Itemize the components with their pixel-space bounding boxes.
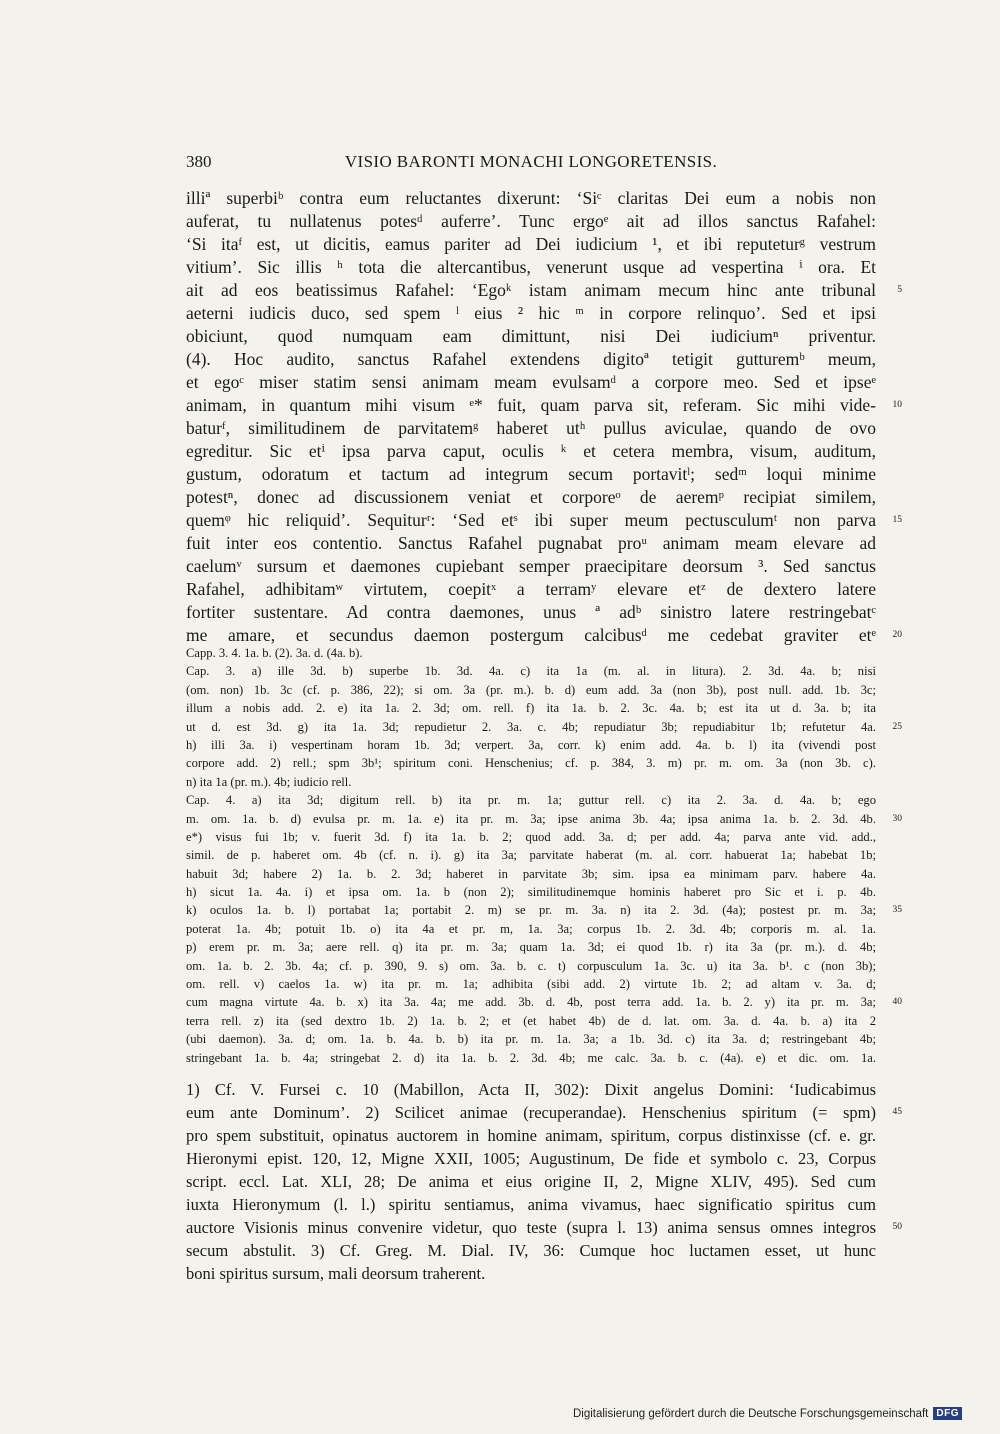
- text-line: [186, 371, 876, 394]
- text-line-text: egreditur. Sic etⁱ ipsa parva caput, oculis ᵏ et cetera membra, visum, auditum,: [186, 441, 876, 461]
- line-number: 35: [892, 905, 902, 916]
- text-line: [186, 532, 876, 555]
- footnote-line: [186, 1170, 876, 1193]
- apparatus-line: [186, 865, 876, 883]
- footnote-line: [186, 1239, 876, 1262]
- text-line: [186, 463, 876, 486]
- text-line-text: me amare, et secundus daemon postergum calcibusᵈ me cedebat graviter etᵉ: [186, 625, 876, 645]
- text-line: [186, 417, 876, 440]
- footnote-line: [186, 1147, 876, 1170]
- text-line-text: vitium’. Sic illis ʰ tota die altercantibus, venerunt usque ad vespertina ⁱ ora. Et: [186, 257, 876, 277]
- footnote-line-text: boni spiritus sursum, mali deorsum traherent.: [186, 1264, 486, 1283]
- apparatus-line-text: om. 1a. b. 2. 3b. 4a; cf. p. 390, 9. s) om. 3a. b. c. t) corpusculum 1a. 3c. u) ita 3a. b¹. c (non 3b);: [186, 958, 876, 973]
- line-number: 45: [892, 1107, 902, 1117]
- apparatus-line-text: p) erem pr. m. 3a; aere rell. q) ita pr. m. 3a; quam 1a. 3d; ei quod 1b. r) ita 3a (pr. m.). d. 4b;: [186, 940, 876, 955]
- text-line: [186, 279, 902, 302]
- footnote-line-text: 1) Cf. V. Fursei c. 10 (Mabillon, Acta II, 302): Dixit angelus Domini: ‘Iudicabimus: [186, 1080, 876, 1099]
- text-line-text: baturᶠ, similitudinem de parvitatemᵍ haberet utʰ pullus aviculae, quando de ovo: [186, 418, 876, 438]
- line-number: 30: [892, 813, 902, 824]
- text-line: [186, 578, 876, 601]
- text-line: [186, 394, 902, 417]
- page-header: [186, 152, 876, 176]
- apparatus-line-text: cum magna virtute 4a. b. x) ita 3a. 4a; me add. 3b. d. 4b, post terra add. 1a. b. 2. y) ita pr. m. 3a;: [186, 995, 876, 1010]
- text-line: [186, 601, 876, 624]
- text-line-text: ait ad eos beatissimus Rafahel: ‘Egoᵏ istam animam mecum hinc ante tribunal: [186, 280, 876, 300]
- running-title: VISIO BARONTI MONACHI LONGORETENSIS.: [344, 152, 718, 171]
- apparatus-line: [186, 1012, 876, 1030]
- apparatus-line-text: simil. de p. haberet om. 4b (cf. n. i). g) ita 3a; parvitate haberat (m. al. corr. habuerat 1a; habebat 1b;: [186, 848, 876, 863]
- text-line: [186, 440, 876, 463]
- text-line: [186, 256, 876, 279]
- apparatus-line: [186, 846, 876, 864]
- apparatus-line: [186, 883, 876, 901]
- text-line-text: Rafahel, adhibitamʷ virtutem, coepitˣ a terramʸ elevare etᶻ de dextero latere: [186, 579, 876, 599]
- apparatus-line-text: Capp. 3. 4. 1a. b. (2). 3a. d. (4a. b).: [186, 646, 363, 660]
- critical-apparatus: [186, 644, 902, 1067]
- footnote-line-text: pro spem substituit, opinatus auctorem in homine animam, spiritum, corpus distinxisse (cf. e. gr.: [186, 1126, 876, 1145]
- line-number: 15: [892, 515, 902, 525]
- footnote-line-text: Hieronymi epist. 120, 12, Migne XXII, 1005; Augustinum, De fide et symbolo c. 23, Corpus: [186, 1149, 876, 1168]
- credit-text: Digitalisierung gefördert durch die Deutsche Forschungsgemeinschaft: [572, 1407, 929, 1420]
- text-line-text: auferat, tu nullatenus potesᵈ auferre’. Tunc ergoᵉ ait ad illos sanctus Rafahel:: [186, 211, 876, 231]
- apparatus-line: [186, 920, 876, 938]
- apparatus-line: [186, 901, 902, 919]
- text-line-text: et egoᶜ miser statim sensi animam meam evulsamᵈ a corpore meo. Sed et ipseᵉ: [186, 372, 876, 392]
- text-line-text: potestⁿ, donec ad discussionem veniat et corporeᵒ de aeremᵖ recipiat similem,: [186, 487, 876, 507]
- apparatus-line-text: illum a nobis add. 2. e) ita 1a. 2. 3d; om. rell. f) ita 1a. b. 2. 3c. 4a. b; est ita ut d. 3a. b; ita: [186, 701, 876, 716]
- apparatus-line: [186, 644, 876, 662]
- footnote-line: [186, 1078, 876, 1101]
- footnotes: [186, 1078, 902, 1285]
- line-number: 5: [897, 285, 902, 295]
- text-line: [186, 509, 902, 532]
- main-text: [186, 187, 902, 647]
- apparatus-line: [186, 828, 876, 846]
- text-line-text: aeterni iudicis duco, sed spem ˡ eius ² hic ᵐ in corpore relinquo’. Sed et ipsi: [186, 303, 876, 323]
- footnote-line: [186, 1216, 902, 1239]
- apparatus-line: [186, 975, 876, 993]
- text-line: [186, 233, 876, 256]
- text-line-text: illiª superbiᵇ contra eum reluctantes dixerunt: ‘Siᶜ claritas Dei eum a nobis non: [186, 188, 876, 208]
- text-line-text: caelumᵛ sursum et daemones cupiebant semper praecipitare deorsum ³. Sed sanctus: [186, 556, 876, 576]
- footnote-line: [186, 1193, 876, 1216]
- apparatus-line-text: habuit 3d; habere 2) 1a. b. 2. 3d; haberet in parvitate 3b; sim. ipsa ea minimam parv. habere 4a.: [186, 866, 876, 881]
- text-line: [186, 486, 876, 509]
- apparatus-line-text: e*) visus fui 1b; v. fuerit 3d. f) ita 1a. b. 2; quod add. 3a. d; per add. 4a; parva ante vid. add.,: [186, 829, 876, 844]
- text-line-text: fortiter sustentare. Ad contra daemones, unus ª adᵇ sinistro latere restringebatᶜ: [186, 602, 876, 622]
- apparatus-line-text: Cap. 3. a) ille 3d. b) superbe 1b. 3d. 4a. c) ita 1a (m. al. in litura). 2. 3d. 4a. b; nisi: [186, 664, 876, 679]
- text-line: [186, 555, 876, 578]
- apparatus-line: [186, 938, 876, 956]
- text-line-text: gustum, odoratum et tactum ad integrum secum portavitˡ; sedᵐ loqui minime: [186, 464, 876, 484]
- text-line-text: (4). Hoc audito, sanctus Rafahel extendens digitoª tetigit gutturemᵇ meum,: [186, 349, 876, 369]
- digitization-credit: [573, 1407, 962, 1420]
- apparatus-line: [186, 773, 876, 791]
- text-line: [186, 210, 876, 233]
- text-line-text: ‘Si itaᶠ est, ut dicitis, eamus pariter ad Dei iudicium ¹, et ibi reputeturᵍ vestrum: [186, 234, 876, 254]
- apparatus-line: [186, 791, 876, 809]
- text-line-text: quemᵠ hic reliquid’. Sequiturʳ: ‘Sed etˢ ibi super meum pectusculumᵗ non parva: [186, 510, 876, 530]
- apparatus-line-text: ut d. est 3d. g) ita 1a. 3d; repudietur 2. 3a. c. 4b; repudiatur 3b; repudiabitur 1b; refutetur 4a.: [186, 719, 876, 734]
- apparatus-line-text: poterat 1a. 4b; potuit 1b. o) ita 4a et pr. m, 1a. 3a; corpus 1b. 2. 3d. 4b; corporis m. al. 1a.: [186, 921, 876, 936]
- apparatus-line-text: corpore add. 2) rell.; spm 3b¹; spiritum coni. Henschenius; cf. p. 384, 3. m) pr. m. om. 3a (non 3b. c).: [186, 756, 876, 771]
- apparatus-line-text: k) oculos 1a. b. l) portabat 1a; portabit 2. m) se pr. m. 3a. n) ita 2. 3d. (4a); postest pr. m. 3a;: [186, 903, 876, 918]
- apparatus-line-text: stringebant 1a. b. 4a; stringebat 2. d) ita 1a. b. 2. 3d. 4b; me calc. 3a. b. c. (4a). e) et dic. om. 1a.: [186, 1050, 876, 1065]
- text-line-text: animam, in quantum mihi visum ᵉ* fuit, quam parva sit, referam. Sic mihi vide-: [186, 395, 876, 415]
- footnote-line-text: iuxta Hieronymum (l. l.) spiritu sentiamus, anima vivamus, haec significatio spiritus cum: [186, 1195, 876, 1214]
- line-number: 40: [892, 997, 902, 1008]
- apparatus-line: [186, 1030, 876, 1048]
- apparatus-line-text: (om. non) 1b. 3c (cf. p. 386, 22); si om. 3a (pr. m.). b. d) eum add. 3a (non 3b), post null. add. 1b. 3c;: [186, 682, 876, 697]
- text-line: [186, 348, 876, 371]
- text-line-text: fuit inter eos contentio. Sanctus Rafahel pugnabat proᵘ animam meam elevare ad: [186, 533, 876, 553]
- text-line: [186, 187, 876, 210]
- line-number: 20: [892, 630, 902, 640]
- dfg-logo: DFG: [933, 1407, 962, 1420]
- apparatus-line: [186, 810, 902, 828]
- text-line-text: obiciunt, quod numquam eam dimittunt, nisi Dei iudiciumⁿ priventur.: [186, 326, 876, 346]
- apparatus-line: [186, 681, 876, 699]
- footnote-line-text: eum ante Dominum’. 2) Scilicet animae (recuperandae). Henschenius spiritum (= spm): [186, 1103, 876, 1122]
- footnote-line: [186, 1124, 876, 1147]
- apparatus-line-text: om. rell. v) caelos 1a. w) ita pr. m. 1a; adhibita (sibi add. 2) virtute 1b. 2; ad altam v. 3a. d;: [186, 977, 876, 992]
- apparatus-line: [186, 957, 876, 975]
- line-number: 25: [892, 721, 902, 732]
- footnote-line-text: secum abstulit. 3) Cf. Greg. M. Dial. IV, 36: Cumque hoc luctamen esset, ut hunc: [186, 1241, 876, 1260]
- page-number: 380: [186, 152, 212, 171]
- apparatus-line-text: Cap. 4. a) ita 3d; digitum rell. b) ita pr. m. 1a; guttur rell. c) ita 2. 3a. d. 4a. b; ego: [186, 793, 876, 808]
- footnote-line: [186, 1262, 876, 1285]
- footnote-line: [186, 1101, 902, 1124]
- text-line: [186, 302, 876, 325]
- footnote-line-text: script. eccl. Lat. XLI, 28; De anima et eius origine II, 2, Migne XLIV, 495). Sed cum: [186, 1172, 876, 1191]
- apparatus-line: [186, 754, 876, 772]
- apparatus-line-text: h) sicut 1a. 4a. i) et ipsa om. 1a. b (non 2); similitudinemque hominis haberet pro Sic et i. p. 4b.: [186, 885, 876, 900]
- apparatus-line-text: h) illi 3a. i) vespertinam horam 1b. 3d; verpert. 3a, corr. k) enim add. 4a. b. l) ita (vivendi post: [186, 737, 876, 752]
- apparatus-line-text: m. om. 1a. b. d) evulsa pr. m. 1a. e) ita pr. m. 3a; ipse anima 3b. 4a; ipsa anima 1a. b. 2. 3d. 4b.: [186, 811, 876, 826]
- line-number: 50: [892, 1222, 902, 1232]
- apparatus-line: [186, 1049, 876, 1067]
- footnote-line-text: auctore Visionis minus convenire videtur, quo teste (supra l. 13) anima sensus omnes integros: [186, 1218, 876, 1237]
- apparatus-line: [186, 699, 876, 717]
- apparatus-line: [186, 736, 876, 754]
- apparatus-line: [186, 993, 902, 1011]
- apparatus-line-text: (ubi daemon). 3a. d; om. 1a. b. 4a. b. b) ita pr. m. 1a. 3a; a 1b. 3d. c) ita 3a. d; restringebant 4b;: [186, 1032, 876, 1047]
- apparatus-line-text: n) ita 1a (pr. m.). 4b; iudicio rell.: [186, 774, 352, 789]
- apparatus-line: [186, 662, 876, 680]
- apparatus-line: [186, 718, 902, 736]
- apparatus-line-text: terra rell. z) ita (sed dextro 1b. 2) 1a. b. 2; et (et habet 4b) de d. lat. om. 3a. d. 4a. b. a) ita 2: [186, 1013, 876, 1028]
- text-line: [186, 325, 876, 348]
- line-number: 10: [892, 400, 902, 410]
